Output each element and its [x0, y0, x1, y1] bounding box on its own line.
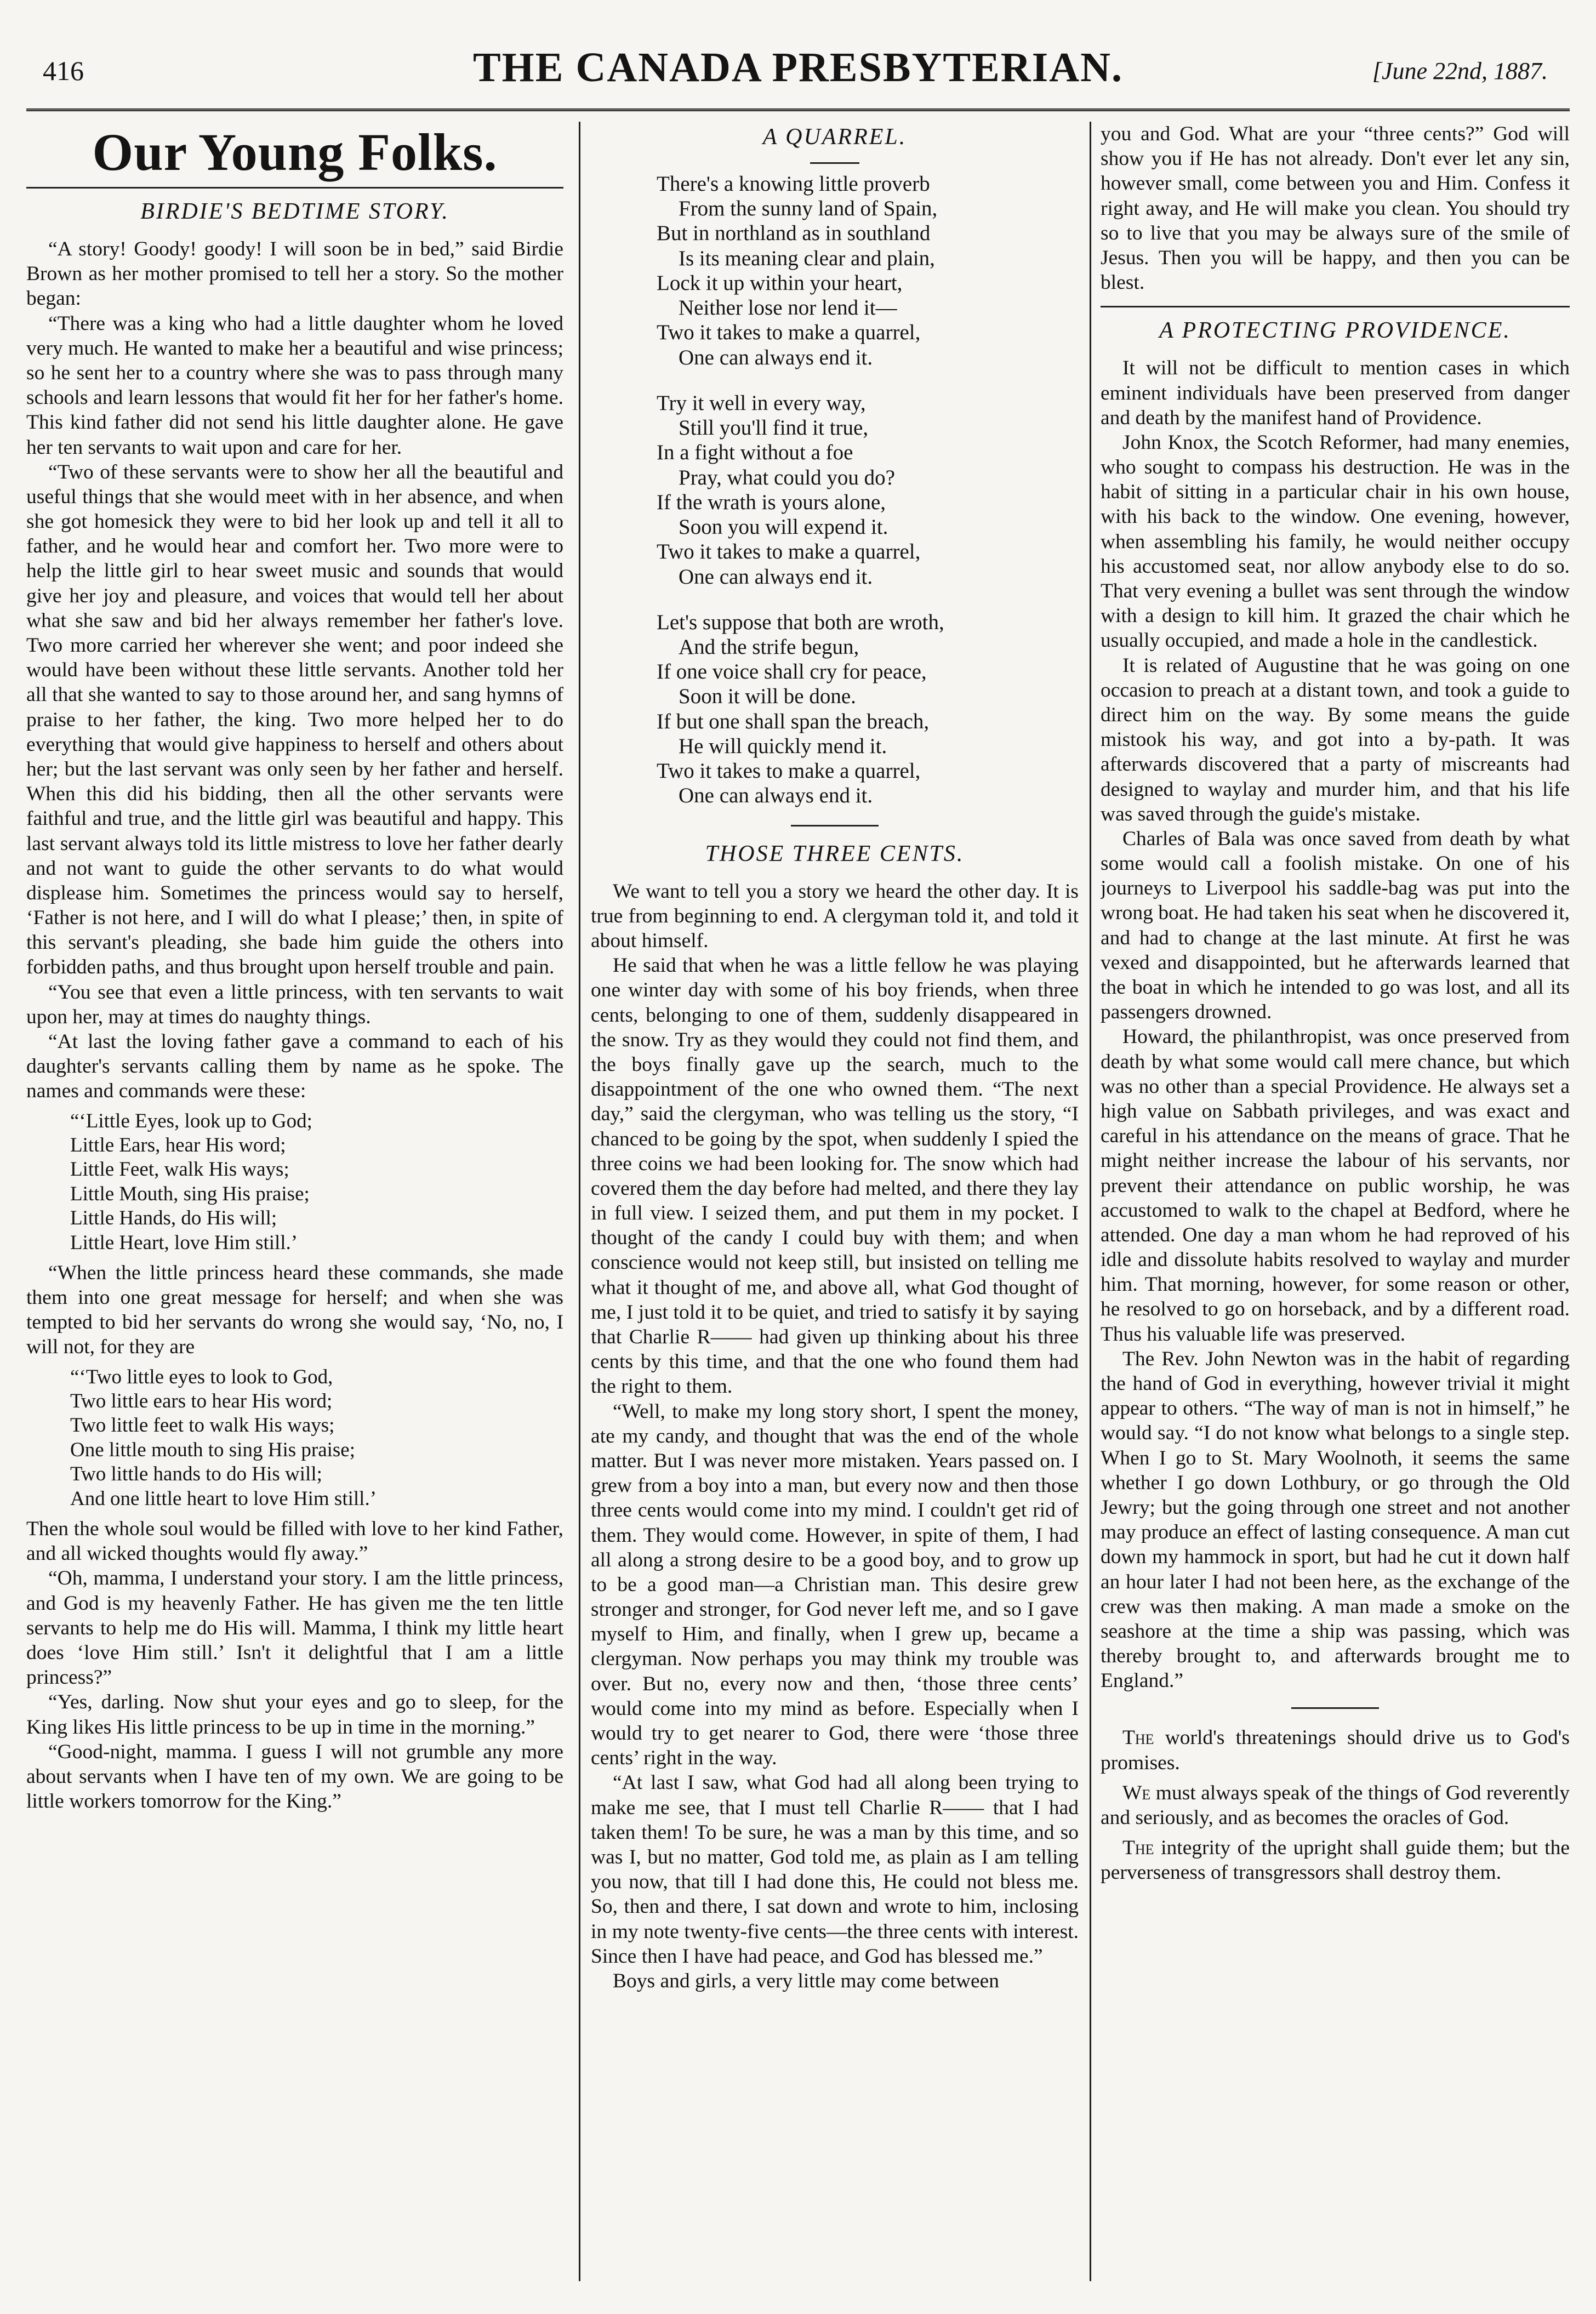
poem-line: Two it takes to make a quarrel,: [657, 759, 921, 783]
story-title-providence: A PROTECTING PROVIDENCE.: [1159, 318, 1511, 344]
title-rule: [810, 162, 859, 164]
poem-line: From the sunny land of Spain,: [679, 197, 938, 221]
verse-line: Little Heart, love Him still.’: [70, 1231, 298, 1254]
paragraph: you and God. What are your “three cents?” God will show you if He has not already. Don't ever let any sin, however small, come between you and Him. Confess it right away, and He will make you clean. You should try so to live that you may be always sure of the smile of Jesus. Then you will be happy, and then you can be blest.: [1101, 123, 1570, 294]
poem-line: In a fight without a foe: [657, 441, 853, 465]
column-2: [591, 122, 1079, 2281]
newspaper-page: [26, 29, 1570, 2287]
verse-line: Two little feet to walk His ways;: [70, 1414, 335, 1437]
paragraph: Howard, the philanthropist, was once preserved from death by what some would call mere chance, but which was no other than a special Providence. He always set a high value on Sabbath privileges, and was exact and careful in his attendance on the means of grace. That he might neither increase the labour of his servants, nor prevent their attendance on public worship, he was accustomed to walk to the chapel at Bedford, where he attended. One day a man whom he had reproved of his idle and dissolute habits resolved to waylay and murder him. That morning, however, for some reason or other, he resolved to go on horseback, and by a different road. Thus his valuable life was preserved.: [1101, 1025, 1570, 1346]
stanza-2: [657, 391, 1079, 589]
poem-line: One can always end it.: [679, 565, 873, 589]
poem-line: Lock it up within your heart,: [657, 271, 903, 295]
poem-line: If the wrath is yours alone,: [657, 490, 886, 514]
verse-two-little: [70, 1365, 563, 1511]
poem-line: There's a knowing little proverb: [657, 172, 930, 196]
note-lead: The: [1122, 1837, 1154, 1860]
paragraph: “Good-night, mamma. I guess I will not grumble any more about servants when I have ten of my own. We are going to be little workers tomorrow for the King.”: [26, 1740, 563, 1813]
note-lead: The: [1122, 1726, 1154, 1749]
verse-line: “‘Two little eyes to look to God,: [70, 1365, 333, 1388]
paragraph: “There was a king who had a little daughter whom he loved very much. He wanted to make her a beautiful and wise princess; so he sent her to a country where she was to pass through many schools and learn lessons that would fit her for her father's home. This kind father did not send his little daughter alone. He gave her ten servants to wait upon and care for her.: [26, 312, 563, 459]
paragraph: “Oh, mamma, I understand your story. I am the little princess, and God is my heavenly Father. He has given me the ten little servants to help me do His will. Mamma, I think my little heart does ‘love Him still.’ Isn't it delightful that I am a little princess?”: [26, 1567, 563, 1689]
paragraph: He said that when he was a little fellow he was playing one winter day with some of his boy friends, when three cents, belonging to one of them, suddenly disappeared in the snow. Try as they would they could not find them, and the boys finally gave up the search, much to the disappointment of the one who owned them. “The next day,” said the clergyman, who was telling us the story, “I chanced to be going by the spot, when suddenly I spied the three coins we had been looking for. The snow which had covered them the day before had melted, and there they lay in full view. I seized them, and put them in my pocket. I thought of the candy I could buy with them; and when conscience would not keep still, but insisted on telling me what it thought of me, and above all, what God thought of me, I just told it to be quiet, and tried to satisfy it by saying that Charlie R—— had given up thinking about his three cents by this time, and that the one who found them had the right to them.: [591, 954, 1079, 1398]
story-title-birdie: BIRDIE'S BEDTIME STORY.: [140, 199, 449, 224]
poem-line: Let's suppose that both are wroth,: [657, 610, 944, 634]
poem-title-quarrel: A QUARREL.: [762, 124, 907, 150]
paragraph: John Knox, the Scotch Reformer, had many enemies, who sought to compass his destruction. He was in the habit of sitting in a particular chair in his own house, with his back to the window. One evening, however, when assembling his family, he would neither occupy his accustomed seat, nor allow anybody else to do so. That very evening a bullet was sent through the window with a design to kill him. It grazed the chair which he usually occupied, and made a hole in the candlestick.: [1101, 431, 1570, 652]
verse-line: And one little heart to love Him still.’: [70, 1487, 377, 1510]
poem-line: Soon you will expend it.: [679, 515, 888, 539]
stanza-3: [657, 610, 1079, 808]
note-text: integrity of the upright shall guide them; but the perverseness of transgressors shall destroy them.: [1101, 1837, 1570, 1884]
paragraph: “You see that even a little princess, with ten servants to wait upon her, may at times do naughty things.: [26, 981, 563, 1028]
page-header: [26, 29, 1570, 100]
poem-line: If but one shall span the breach,: [657, 709, 930, 733]
paragraph: “When the little princess heard these commands, she made them into one great message for herself; and when she was tempted to bid her servants do wrong she would say, ‘No, no, I will not, for they are: [26, 1261, 563, 1359]
paragraph: We want to tell you a story we heard the other day. It is true from beginning to end. A clergyman told it, and told it about himself.: [591, 880, 1079, 952]
paragraph: Charles of Bala was once saved from death by what some would call a foolish mistake. On one of his journeys to Liverpool his saddle-bag was put into the wrong boat. He had taken his seat when he discovered it, and had to change at the last minute. At first he was vexed and disappointed, but he afterwards learned that the boat in which he intended to go was lost, and all its passengers drowned.: [1101, 827, 1570, 1024]
poem-line: Still you'll find it true,: [679, 416, 869, 440]
birdie-paragraphs-a: [26, 237, 563, 1104]
poem-line: He will quickly mend it.: [679, 734, 887, 758]
verse-line: Two little hands to do His will;: [70, 1463, 322, 1486]
note-text: must always speak of the things of God reverently and seriously, and as becomes the oracles of God.: [1101, 1781, 1570, 1829]
column-divider-2: [1090, 122, 1091, 2281]
poem-line: Two it takes to make a quarrel,: [657, 321, 921, 345]
section-rule: [1101, 306, 1570, 307]
poem-line: Is its meaning clear and plain,: [679, 246, 935, 270]
verse-line: Two little ears to hear His word;: [70, 1390, 333, 1413]
paragraph: The Rev. John Newton was in the habit of regarding the hand of God in everything, however trivial it might appear to others. “The way of man is not in himself,” he would say. “I do not know what belongs to a single step. When I go to St. Mary Woolnoth, it seems the same whether I go down Lothbury, or go through the Old Jewry; but the going through one street and not another may produce an effect of lasting consequence. A man cut down my hammock in sport, but had he cut it down half an hour later I had not been here, as the exchange of the crew was then making. A man made a smoke on the seashore at the time a ship was passing, which was thereby brought to, and afterwards brought me to England.”: [1101, 1347, 1570, 1692]
poem-end-rule: [791, 825, 879, 827]
poem-line: Pray, what could you do?: [679, 465, 895, 489]
header-rule: [26, 109, 1570, 113]
paragraph: “A story! Goody! goody! I will soon be in bed,” said Birdie Brown as her mother promised to tell her a story. So the mother began:: [26, 238, 563, 310]
section-title: Our Young Folks.: [92, 123, 498, 181]
note-lead: We: [1122, 1781, 1151, 1804]
poem-line: Soon it will be done.: [679, 685, 856, 709]
poem-line: And the strife begun,: [679, 635, 859, 659]
note-text: world's threatenings should drive us to God's promises.: [1101, 1726, 1570, 1774]
verse-line: Little Hands, do His will;: [70, 1207, 277, 1230]
verse-line: “‘Little Eyes, look up to God;: [70, 1109, 312, 1132]
verse-line: Little Mouth, sing His praise;: [70, 1182, 310, 1205]
paragraph: “At last I saw, what God had all along been trying to make me see, that I must tell Charlie R—— that I had taken them! To be sure, he was a man by this time, and so was I, but no matter, God told me, as plain as I am telling you now, that till I had done this, He could not bless me. So, then and there, I sat down and wrote to him, inclosing in my note twenty-five cents—the three cents with interest. Since then I have had peace, and God has blessed me.”: [591, 1771, 1079, 1968]
stanza-1: [657, 172, 1079, 370]
verse-little-servants: [70, 1109, 563, 1255]
verse-line: One little mouth to sing His praise;: [70, 1438, 356, 1461]
issue-date: [June 22nd, 1887.: [1372, 58, 1548, 84]
paragraph: It will not be difficult to mention cases in which eminent individuals have been preserved from danger and death by the manifest hand of Providence.: [1101, 357, 1570, 429]
paragraph: “At last the loving father gave a command to each of his daughter's servants calling them by name as he spoke. The names and commands were these:: [26, 1030, 563, 1103]
newspaper-title: THE CANADA PRESBYTERIAN.: [472, 44, 1124, 90]
poem-line: One can always end it.: [679, 345, 873, 369]
birdie-paragraphs-c: [26, 1517, 563, 1814]
section-rule: [26, 187, 563, 189]
column-1: [26, 122, 563, 2281]
verse-line: Little Feet, walk His ways;: [70, 1158, 289, 1181]
poem-line: Neither lose nor lend it—: [679, 296, 897, 320]
paragraph: Boys and girls, a very little may come between: [613, 1969, 1000, 1992]
poem-line: If one voice shall cry for peace,: [657, 660, 927, 684]
page-number: 416: [43, 55, 84, 86]
poem-quarrel: [657, 172, 1079, 808]
three-cents-paragraphs: [591, 879, 1079, 1993]
notes-rule: [1291, 1707, 1379, 1709]
poem-line: Try it well in every way,: [657, 391, 866, 415]
note-paragraph: [1101, 1836, 1570, 1885]
poem-line: Two it takes to make a quarrel,: [657, 540, 921, 564]
note-paragraph: [1101, 1781, 1570, 1830]
note-paragraph: [1101, 1725, 1570, 1775]
column-divider-1: [579, 122, 580, 2281]
poem-line: But in northland as in southland: [657, 221, 931, 246]
story-title-three-cents: THOSE THREE CENTS.: [705, 841, 965, 867]
paragraph: Then the whole soul would be filled with love to her kind Father, and all wicked thoughts would fly away.”: [26, 1518, 563, 1565]
providence-paragraphs: [1101, 356, 1570, 1693]
paragraph: It is related of Augustine that he was going on one occasion to preach at a distant town, and took a guide to direct him on the way. By some means the guide mistook his way, and got into a by-path. It was afterwards discovered that a party of miscreants had designed to waylay and murder him, and that his life was saved through the guide's mistake.: [1101, 654, 1570, 825]
paragraph: “Yes, darling. Now shut your eyes and go to sleep, for the King likes His little princess to be up in time in the morning.”: [26, 1691, 563, 1739]
column-3: [1101, 122, 1570, 2281]
verse-line: Little Ears, hear His word;: [70, 1133, 286, 1156]
paragraph: “Two of these servants were to show her all the beautiful and useful things that she would meet with in her absence, and when she got homesick they were to bid her look up and tell it all to father, and he would hear and comfort her. Two more were to help the little girl to hear sweet music and sounds that would give her joy and pleasure, and voices that would tell her about what she saw and bid her always remember her father's love. Two more carried her wherever she went; and poor indeed she would have been without these little servants. Another told her all that she wanted to say to those around her, and sang hymns of praise to her father, the king. Two more helped her to do everything that would give happiness to herself and others about her; but the last servant was only seen by her father and herself. When this did his bidding, then all the other servants were faithful and true, and the little girl was beautiful and happy. This last servant always told its little mistress to love her father dearly and not want to guide the other servants to do what would displease him. Sometimes the princess would say to herself, ‘Father is not here, and I will do what I please;’ then, in spite of this servant's pleading, she bade him guide the others into forbidden paths, and thus brought upon herself trouble and pain.: [26, 460, 563, 979]
poem-line: One can always end it.: [679, 784, 873, 808]
paragraph: “Well, to make my long story short, I spent the money, ate my candy, and thought that was the end of the whole matter. But I was never more mistaken. Years passed on. I grew from a boy into a man, but every now and then those three cents would come into my mind. I couldn't get rid of them. They would come. However, in spite of them, I had all along a strong desire to be a good boy, and to grow up to be a good man—a Christian man. This desire grew stronger and stronger, for God never left me, and so I gave myself to Him, and finally, when I grew up, became a clergyman. Now perhaps you may think my trouble was over. But no, every now and then, ‘those three cents’ would come into my mind as before. Especially when I would try to get nearer to God, there were ‘those three cents’ right in the way.: [591, 1400, 1079, 1770]
